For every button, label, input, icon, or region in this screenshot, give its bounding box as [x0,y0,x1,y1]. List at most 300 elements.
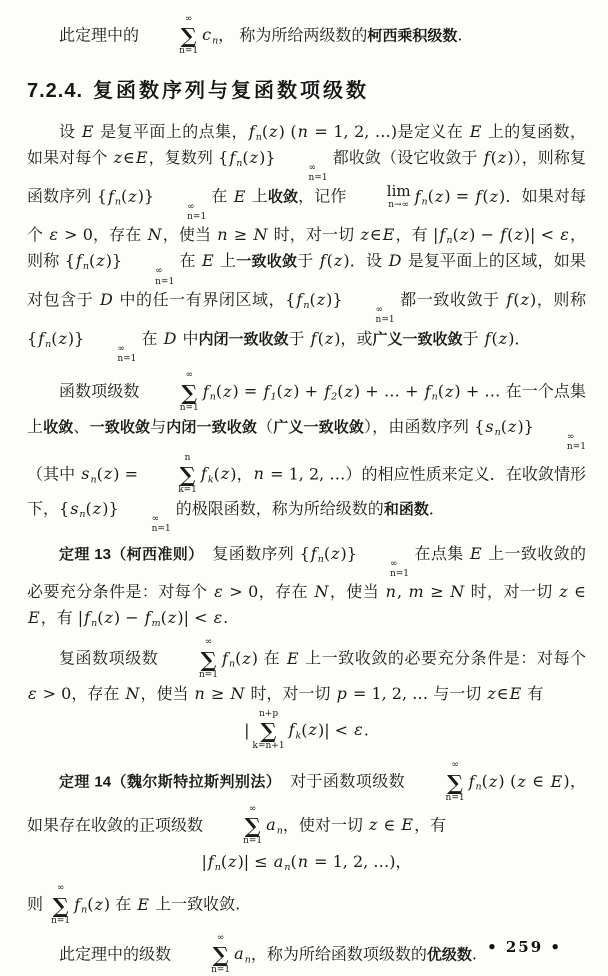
sigma-lower-limit: n=1 [179,402,199,413]
math-variable: n [217,225,228,245]
formula-majorant-bound [27,849,586,875]
math-variable: f [484,328,491,348]
text-run: 上一致收敛的必要充分条件是：对每个 [299,648,586,668]
sigma-symbol: ∑ [244,813,261,839]
text-run: ( [500,416,507,436]
stack-subscript: n=1 [151,524,171,535]
stack-subscript: n=1 [187,211,207,222]
subscript: n [81,904,88,916]
sigma-upper-limit: ∞ [184,14,193,24]
sigma-operator [167,637,218,681]
text-run: = 1, 2, …）的相应性质来定义．在收敛情形下，{ [27,463,586,518]
text-run: ( [507,225,514,245]
math-variable: a [234,944,244,964]
text-run: . [457,25,463,45]
text-run: 中的任一有界闭区域，{ [113,289,296,309]
math-variable: z [220,463,230,483]
text-run: )，如果存在收敛的正项级数 [27,771,587,835]
math-variable: n [194,683,205,703]
math-variable: E [202,251,214,271]
text-run: ( [481,771,488,791]
subscript: n [212,35,219,47]
text-run: ( [513,289,520,309]
sigma-upper-limit: ∞ [216,932,225,943]
bold-term: 和函数 [383,501,429,518]
math-variable: z [167,608,177,628]
text-run: 此定理中的 [59,25,145,45]
text-run: . [471,944,477,964]
math-variable: z [333,251,343,271]
text-run: ∈ [526,771,550,791]
math-variable: E [28,608,40,628]
text-run: )． [508,328,531,348]
math-variable: D [99,289,113,309]
text-run: )， [230,463,253,483]
math-variable: E [382,225,395,245]
math-variable: N [253,225,268,245]
math-variable: f [324,381,331,401]
text-run: 是复平面上的点集， [94,121,248,141]
subscript: n [276,825,283,837]
math-variable: z [92,499,102,518]
text-run: 在 [174,251,202,271]
text-run: ( [160,608,167,628]
subscript: n [284,862,291,874]
math-variable: n [297,121,308,141]
text-run: 时，对一切 [245,683,336,703]
text-run: )} [105,251,123,271]
text-run: ，使当 [162,225,217,245]
math-variable: ε [354,720,363,740]
text-run: 复函数序列 { [195,543,310,563]
text-run: )} [259,147,276,167]
stack-subscript: n=1 [389,569,410,580]
text-run: ，使当 [140,683,194,703]
text-run: 都收敛（设它收敛于 [327,147,483,167]
bold-term: 一致收敛 [236,253,298,271]
math-variable: E [233,186,246,206]
stack-superscript: ∞ [151,514,160,524]
sigma-operator [253,709,285,753]
math-variable: f [202,381,209,401]
sigma-operator [179,933,230,976]
math-variable: z [514,225,523,245]
math-variable: a [266,815,276,835]
math-variable: f [468,771,475,791]
text-run: 于 [462,328,484,348]
bold-term: 内闭一致收敛 [166,418,258,436]
math-variable: z [368,815,378,835]
math-variable: f [500,225,507,245]
math-variable: ε [560,225,569,245]
text-run: 对于函数项级数 [273,771,411,791]
text-run: ) 在 [103,894,137,914]
stack-subscript: n=1 [117,353,137,364]
text-run: )，或 [334,328,373,348]
text-run: ≥ [424,582,450,602]
text-run: ∈ [378,815,401,835]
text-run: 于 [297,251,319,271]
sigma-upper-limit: ∞ [248,803,257,814]
sigma-operator [211,804,262,848]
bold-term: 收敛 [43,418,74,436]
sigma-lower-limit: n=1 [51,915,71,926]
math-variable: f [296,289,303,309]
subscript: n [421,196,428,208]
text-run: ， 称为所给两级数的 [218,25,368,45]
subscript: n [244,954,251,966]
text-run: ( [482,186,489,206]
sigma-symbol: ∑ [181,379,198,405]
text-run: 中 [177,328,199,348]
text-run: 上的复函数，如果对每个 [27,121,586,167]
text-run: , [396,582,408,602]
text-run: 上一致收敛的必要充分条件是：对每个 [27,543,586,602]
math-variable: z [517,771,526,791]
text-run: ( [452,225,459,245]
supsub-stack [85,344,136,365]
subscript: n [303,299,310,311]
text-run: ( [51,328,58,348]
sigma-upper-limit: ∞ [56,883,65,894]
text-run: ∈ [123,147,135,167]
sigma-operator [148,370,199,414]
sigma-upper-limit: ∞ [185,370,193,381]
paragraph-sequence-definition [27,119,586,365]
math-variable: E [137,894,150,914]
math-variable: f [200,463,207,483]
subscript: n [475,781,482,793]
subscript: n [114,196,121,208]
text-run: 设 [59,121,81,141]
math-variable: z [96,251,105,271]
text-run: 在 [136,328,163,348]
math-variable: ε [213,608,223,628]
math-variable: f [288,720,295,740]
sigma-lower-limit: n=1 [198,669,219,680]
bold-term: 广义一致收敛 [273,418,365,436]
sigma-lower-limit: n=1 [179,46,199,57]
text-run: 的极限函数，称为所给级数的 [170,499,384,518]
text-run: ) 在 [251,648,286,668]
math-variable: z [269,121,278,141]
math-variable: E [135,147,148,167]
text-run: 都一致收敛于 [394,289,506,309]
supsub-stack [155,202,206,223]
stack-superscript: ∞ [117,343,125,354]
math-variable: z [498,328,508,348]
lim-symbol: lim [386,182,411,201]
text-run: （ [257,416,274,436]
stack-superscript: ∞ [187,201,195,212]
subscript: 2 [331,391,338,403]
text-run: )），则称复函数序列 { [27,147,586,206]
text-run: = 1, 2, … 与一切 [347,683,487,703]
subscript: n [228,658,236,670]
text-run: ( [317,328,324,348]
math-variable: z [324,328,334,348]
sigma-symbol: ∑ [260,718,277,744]
sigma-operator [147,14,198,58]
paragraph-series-definition [27,370,586,534]
bold-term: 定理 13（柯西准则） [59,545,196,563]
subscript: n [236,157,243,169]
supsub-stack [123,266,174,287]
text-run: 时，对一切 [465,582,559,602]
math-variable: z [94,894,103,914]
section-heading [27,74,586,103]
math-variable: z [487,683,496,703]
supsub-stack [277,163,328,184]
stack-subscript: n=1 [155,276,175,287]
subscript: k [295,730,302,742]
text-run: ，有 [414,815,447,835]
sigma-symbol: ∑ [179,461,196,487]
subscript: n [209,391,216,403]
text-run: ) = [113,463,144,483]
text-run: ( [213,463,220,483]
math-variable: a [273,852,284,872]
math-variable: E [550,771,563,791]
math-variable: f [229,147,236,167]
sigma-symbol: ∑ [180,23,197,49]
math-variable: N [450,582,465,602]
sigma-lower-limit: n=1 [211,965,231,976]
text-run: ≥ [228,225,253,245]
math-variable: ε [214,582,223,602]
math-variable: n [253,463,264,483]
text-run: ∈ [568,582,587,602]
math-variable: f [414,186,421,206]
stack-superscript: ∞ [566,431,575,442]
math-variable: z [489,186,499,206]
text-run: ( [261,121,269,141]
text-run: )| < [523,225,560,245]
text-run: ，使当 [329,582,385,602]
math-variable: z [128,186,137,206]
text-run: 是复平面上的区域，如果对包含于 [27,251,586,309]
paragraph-theorem-14 [27,760,586,847]
math-variable: z [103,463,113,483]
math-variable: f [475,186,482,206]
sigma-lower-limit: k=1 [178,484,197,495]
text-run: ( [89,251,96,271]
text-run: . [223,608,229,628]
text-run: )．如果对每个 [27,186,586,245]
supsub-stack [344,305,395,326]
math-variable: f [207,852,214,872]
text-run: ) − [469,225,500,245]
text-run: ) + … + [353,381,424,401]
text-run: 在点集 [409,543,470,563]
stack-subscript: n=1 [566,442,586,453]
math-variable: f [144,608,151,628]
math-variable: z [308,720,317,740]
sigma-upper-limit: n [184,452,191,463]
bold-term: 优级数 [426,946,472,964]
text-run: ( [85,499,92,518]
math-variable: p [336,683,347,703]
subscript: n [91,618,98,630]
math-variable: D [163,328,177,348]
subscript: k [207,473,214,485]
sigma-symbol: ∑ [52,892,69,918]
text-run: ) + [293,381,324,401]
math-variable: s [70,499,79,518]
text-run: 上 [214,251,237,271]
text-run: > 0，存在 [58,225,147,245]
text-run: ，记作 [298,186,352,206]
math-variable: z [488,771,498,791]
text-run: 有 [522,683,544,703]
text-run: ) ( [498,771,517,791]
bold-term: 广义一致收敛 [372,330,463,348]
math-variable: z [283,381,293,401]
text-run: ( [309,289,316,309]
text-run: ( [490,147,497,167]
sigma-symbol: ∑ [212,942,229,968]
text-run: | [244,720,250,740]
text-run: ( [235,648,242,668]
math-variable: E [81,121,94,141]
math-variable: E [469,121,482,141]
math-variable: z [228,852,237,872]
text-run: ( [97,608,104,628]
text-run: ( [290,852,297,872]
text-run: 则 [27,894,49,914]
sigma-upper-limit: ∞ [451,760,459,771]
math-variable: ε [28,683,37,703]
math-variable: f [424,381,431,401]
text-run: ，复数列 { [148,147,229,167]
subscript: n [79,509,86,520]
math-variable: s [81,463,90,483]
math-variable: N [147,225,162,245]
text-run: = 1, 2, …)， [309,852,412,872]
sigma-lower-limit: n=1 [445,792,465,803]
text-run: ( [87,894,94,914]
text-run: ) = [232,381,263,401]
subscript: n [255,131,262,143]
sigma-lower-limit: k=n+1 [252,741,285,752]
math-variable: ε [49,225,58,245]
text-run: ，有 | [40,608,84,628]
sigma-lower-limit: n=1 [243,836,263,847]
math-variable: E [401,815,414,835]
text-run: )} [67,328,85,348]
text-run: ) = [444,186,475,206]
math-variable: E [509,683,522,703]
math-variable: z [113,147,123,167]
text-run: )} [517,416,534,436]
subscript: n [82,261,89,273]
subscript: n [214,862,221,874]
supsub-stack [535,432,586,453]
sigma-operator [414,760,465,804]
text-run: 上 [246,186,268,206]
math-variable: E [470,543,482,563]
text-run: ），由函数序列 { [364,416,485,436]
stack-superscript: ∞ [375,304,384,315]
text-run: 复函数项级数 [59,648,164,668]
bold-term: 一致收敛 [89,418,151,436]
text-run: ( [242,147,249,167]
text-run: ( [301,720,308,740]
sigma-upper-limit: n+p [258,708,279,719]
text-run: ( [326,251,333,271]
subscript: n [317,553,324,565]
math-variable: f [263,381,270,401]
text-run: > 0，存在 [37,683,125,703]
sigma-symbol: ∑ [447,769,463,795]
text-run: )．设 [343,251,388,271]
math-variable: z [360,225,369,245]
text-run: ≥ [205,683,230,703]
sigma-symbol: ∑ [200,646,217,672]
text-run: )} [326,289,343,309]
text-run: ∈ [369,225,382,245]
stack-subscript: n=1 [375,315,395,326]
text-run: ，使对一切 [282,815,368,835]
math-variable: f [319,251,326,271]
math-variable: z [104,608,113,628]
text-run: )} [137,186,155,206]
text-run: ) ( [278,121,297,141]
text-run: 上一致收敛. [150,894,241,914]
text-run: | [201,852,207,872]
math-variable: f [222,648,228,668]
math-variable: N [314,582,329,602]
text-run: )| < [317,720,354,740]
text-run: ． [428,499,445,518]
paragraph-theorem-13 [27,541,586,632]
text-run: )} [102,499,119,518]
math-variable: f [74,894,81,914]
text-run: 于 [288,328,310,348]
text-run: = 1, 2, …)是定义在 [308,121,469,141]
text-run: ∈ [496,683,509,703]
paragraph-conclusion [27,883,586,927]
subscript: n [90,473,97,485]
text-run: 此定理中的级数 [59,944,177,964]
math-variable: f [483,147,490,167]
formula-partial-sum-bound [27,709,586,753]
text-run: ) + … 在一个点集上 [27,381,587,436]
text-run: 与 [150,416,167,436]
bold-term: 收敛 [267,188,299,206]
text-run: ( [437,381,444,401]
lim-subscript: n→∞ [388,199,410,210]
subscript: n [431,391,438,403]
text-run: ( [121,186,128,206]
math-variable: z [344,381,353,401]
math-variable: z [520,289,530,309]
math-variable: m [408,582,424,602]
stack-superscript: ∞ [308,162,317,173]
subscript: 1 [270,391,277,403]
math-variable: z [331,543,340,563]
section-title: 复函数序列与复函数项级数 [93,79,370,102]
math-variable: z [559,582,568,602]
supsub-stack [358,559,409,580]
section-number: 7.2.4. [27,79,84,102]
math-variable: f [84,608,91,628]
lim-operator [355,183,411,211]
math-variable: E [286,648,299,668]
math-variable: f [38,328,45,348]
text-run: 时，对一切 [268,225,360,245]
text-run: 函数项级数 [59,381,145,401]
